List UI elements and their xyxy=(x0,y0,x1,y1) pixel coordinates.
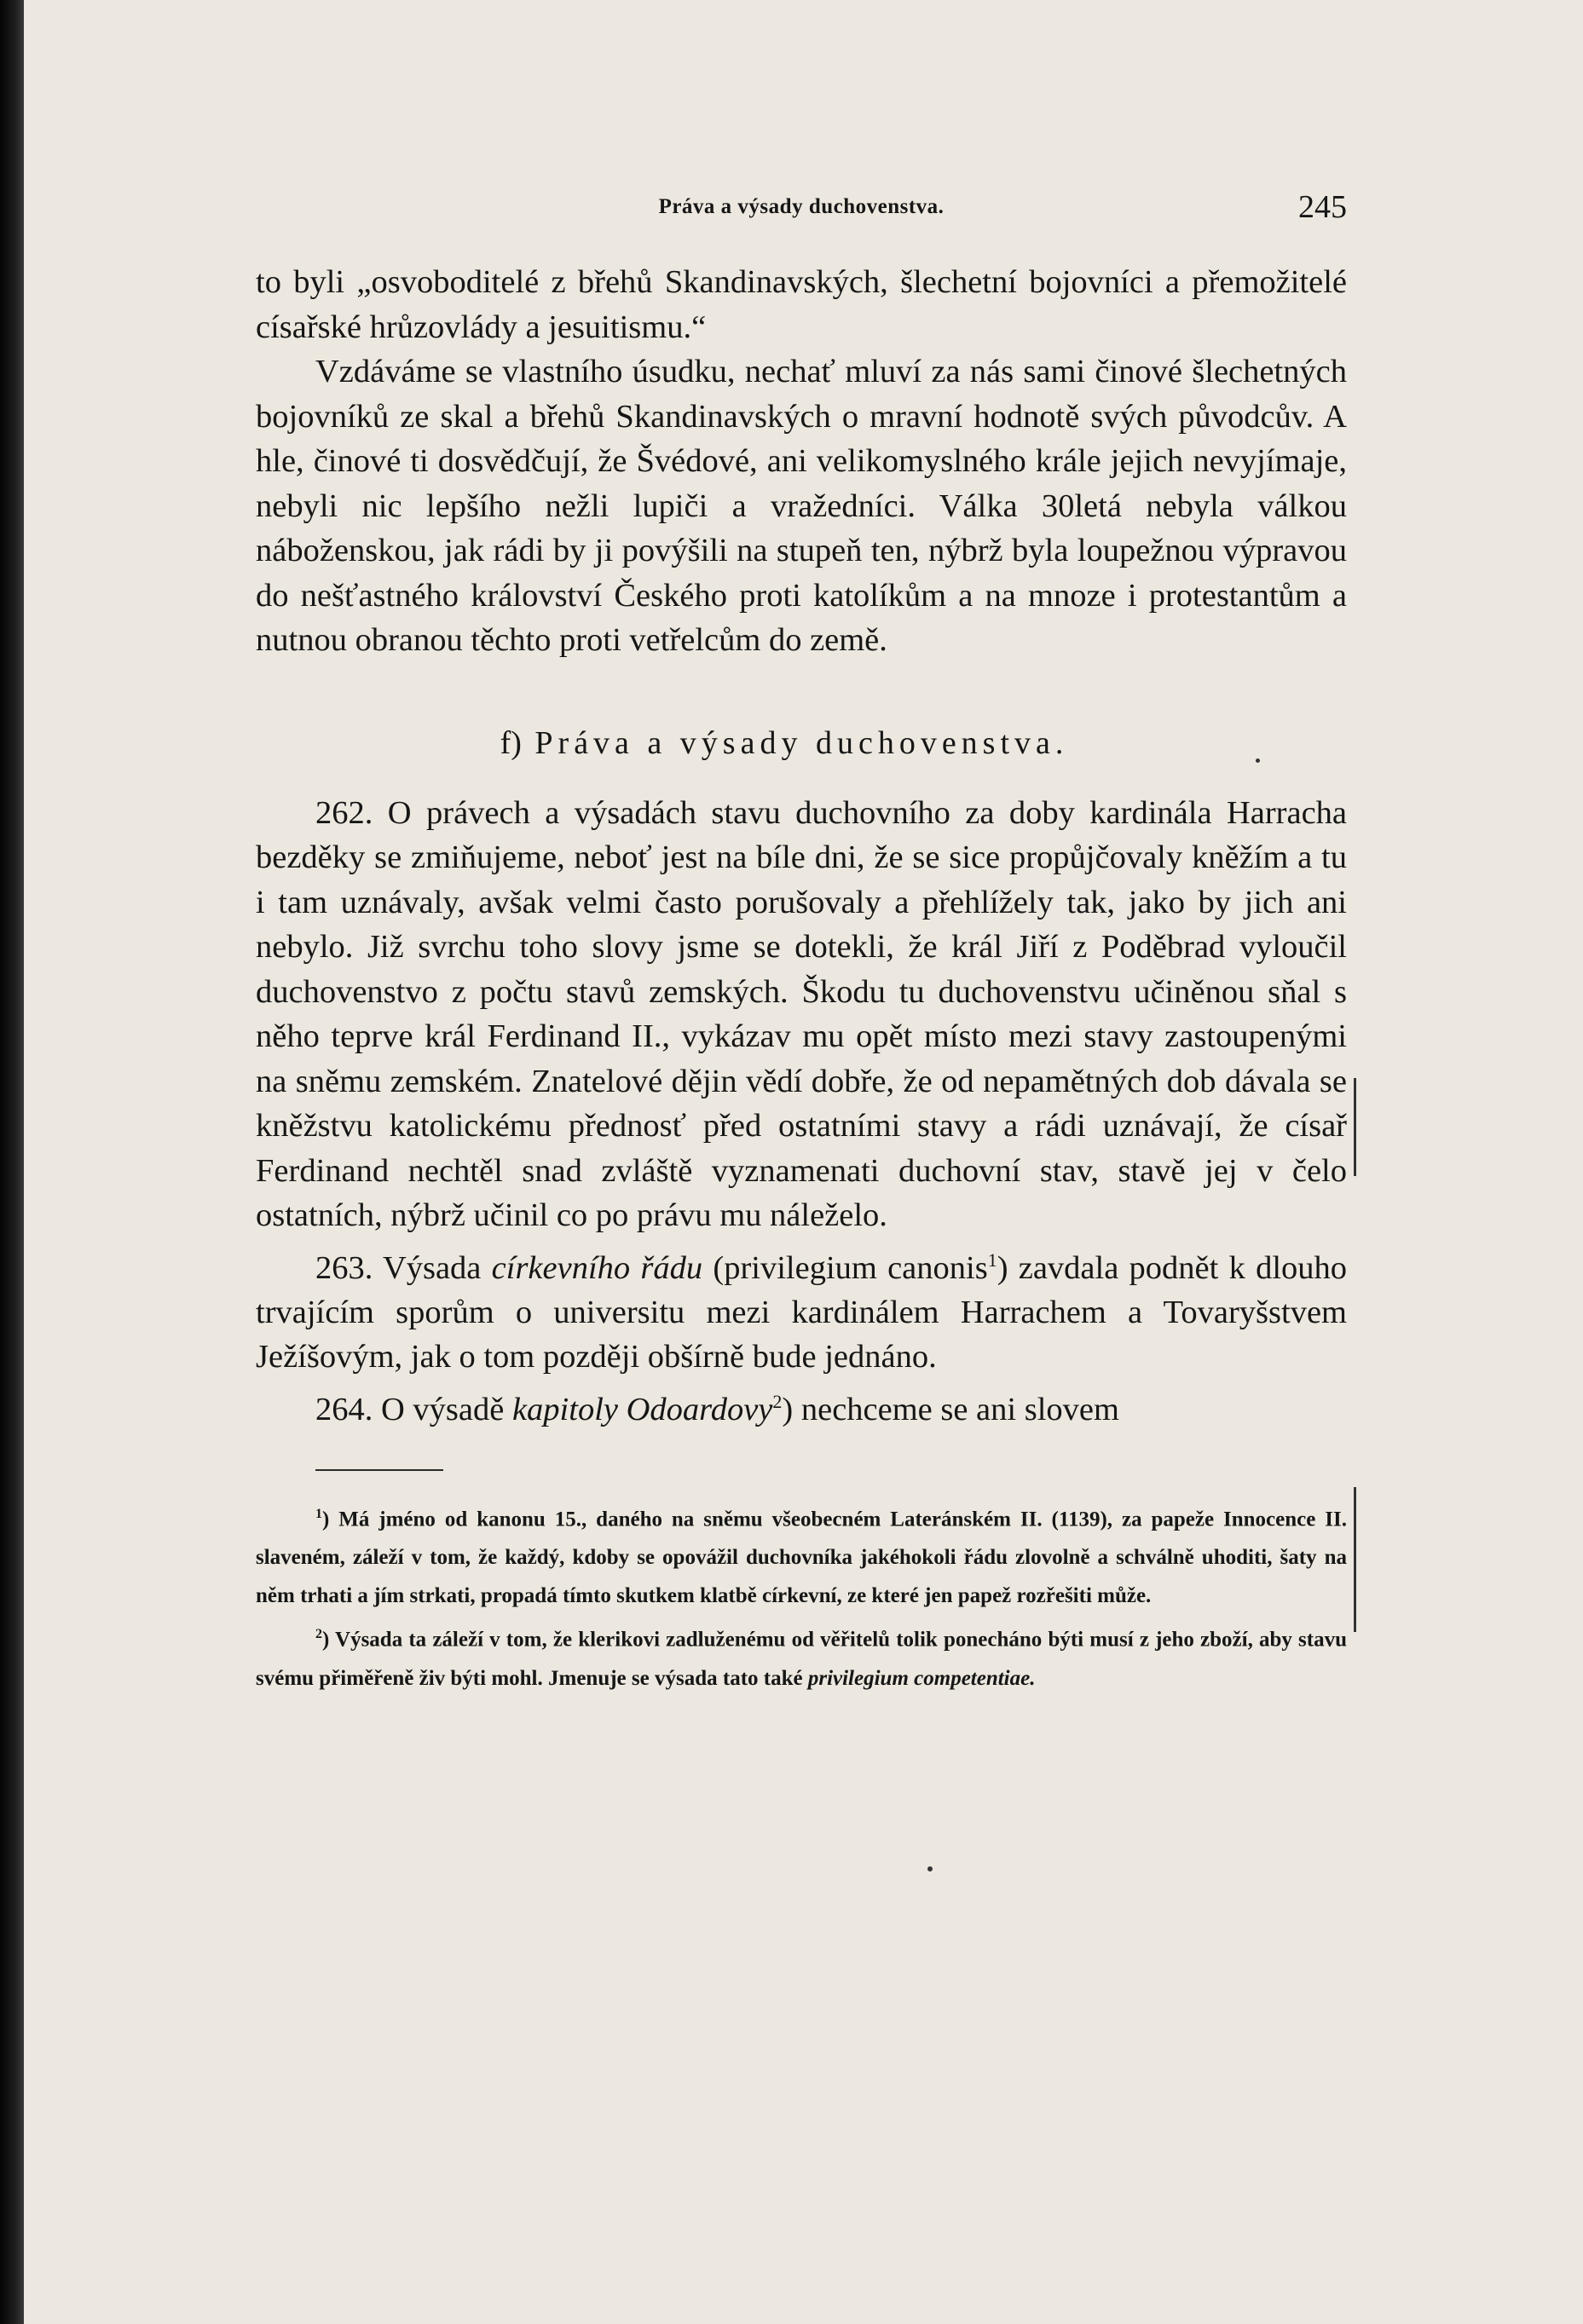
footnote-divider xyxy=(315,1469,443,1471)
scan-speck xyxy=(927,1866,933,1871)
paragraph-text: O výsadě xyxy=(381,1391,505,1427)
page-number: 245 xyxy=(1298,189,1347,225)
book-binding-edge xyxy=(0,0,24,2324)
running-title: Práva a výsady duchovenstva. xyxy=(658,195,945,218)
paragraph-263 xyxy=(256,1238,1347,1380)
paragraph-text: Výsada xyxy=(382,1249,482,1286)
paragraph-number: 263. xyxy=(315,1249,373,1286)
margin-mark xyxy=(1354,1487,1356,1632)
paragraph-number: 262. xyxy=(315,794,373,831)
running-head xyxy=(256,183,1347,234)
margin-mark xyxy=(1354,1078,1356,1176)
footnote-reference: 1 xyxy=(987,1249,997,1271)
footnote-text: ) Má jméno od kanonu 15., daného na sněmu všeobecném Lateránském II. (1139), za papeže Innocence II. slaveném, záleží v tom, že každý, kdoby se opovážil duchovníka jakéhokoli řádu zlovolně a schválně uhoditi, šaty na něm trhati a jím strkati, propadá tímto skutkem klatbě církevní, ze které jen papež rozřešiti může. xyxy=(256,1508,1347,1608)
paragraph-swedes: Vzdáváme se vlastního úsudku, nechať mluví za nás sami činové šlechetných bojovníků ze skal a břehů Skandinavských o mravní hodnotě svých původcův. A hle, činové ti dosvědčují, že Švédové, ani velikomyslného krále jejich nevyjímaje, nebyli nic lepšího nežli lupiči a vražedníci. Válka 30letá nebyla válkou náboženskou, jak rádi by ji povýšili na stupeň ten, nýbrž byla loupežnou výpravou do nešťastného království Českého proti katolíkům a na mnoze i protestantům a nutnou obranou těchto proti vetřelcům do země. xyxy=(256,354,1347,658)
footnote-2 xyxy=(256,1615,1347,1697)
paragraph-text: ) nechceme se ani slovem xyxy=(782,1391,1119,1427)
italic-term: církevního řádu xyxy=(491,1249,703,1286)
footnote-text: ) Výsada ta záleží v tom, že klerikovi zadluženému od věřitelů tolik ponecháno býti musí z jeho zboží, aby stavu svému přiměřeně živ býti mohl. Jmenuje se výsada tato také xyxy=(256,1628,1347,1690)
paragraph-text: O právech a výsadách stavu duchovního za doby kardinála Harracha bezděky se zmiňujeme, neboť jest na bíle dni, že se sice propůjčovaly kněžím a tu i tam uznávaly, avšak velmi často porušovaly a přehlížely tak, jako by jich ani nebylo. Již svrchu toho slovy jsme se dotekli, že král Jiří z Poděbrad vyloučil duchovenstvo z počtu stavů zemských. Škodu tu duchovenstvu učiněnou sňal s něho teprve král Ferdinand II., vykázav mu opět místo mezi stavy zastoupenými na sněmu zemském. Znatelové dějin vědí dobře, že od nepamětných dob dávala se kněžstvu katolickému přednosť před ostatními stavy a rádi uznávají, že císař Ferdinand nechtěl snad zvláště vyznamenati duchovní stav, stavě jej v čelo ostatních, nýbrž učinil co po právu mu náleželo. xyxy=(256,794,1348,1233)
footnote-1 xyxy=(256,1495,1347,1615)
scanned-page xyxy=(24,0,1583,2324)
paragraph-text: ) zavdala podnět k dlouho trvajícím sporům o universitu mezi kardinálem Harrachem a Tovaryšstvem Ježíšovým, jak o tom později obšírně bude jednáno. xyxy=(256,1249,1348,1375)
paragraph-text: (privilegium canonis xyxy=(713,1249,988,1286)
paragraph-262 xyxy=(256,791,1347,1238)
paragraph-264 xyxy=(256,1380,1347,1432)
section-title: Práva a výsady duchovenstva. xyxy=(534,724,1069,761)
section-letter: f) xyxy=(500,724,522,761)
paragraph-number: 264. xyxy=(315,1391,373,1427)
section-heading xyxy=(256,724,1347,762)
italic-term: kapitoly Odoardovy xyxy=(511,1391,773,1427)
footnote-mark: 2 xyxy=(315,1627,322,1642)
footnote-italic-term: privilegium competentiae. xyxy=(807,1666,1036,1690)
paragraph-quote-end: to byli „osvoboditelé z břehů Skandinavských, šlechetní bojovníci a přemožitelé císařské hrůzovlády a jesuitismu.“ xyxy=(256,264,1347,345)
footnote-reference: 2 xyxy=(772,1390,783,1412)
page-text-block xyxy=(256,183,1347,1698)
footnote-mark: 1 xyxy=(315,1507,322,1522)
